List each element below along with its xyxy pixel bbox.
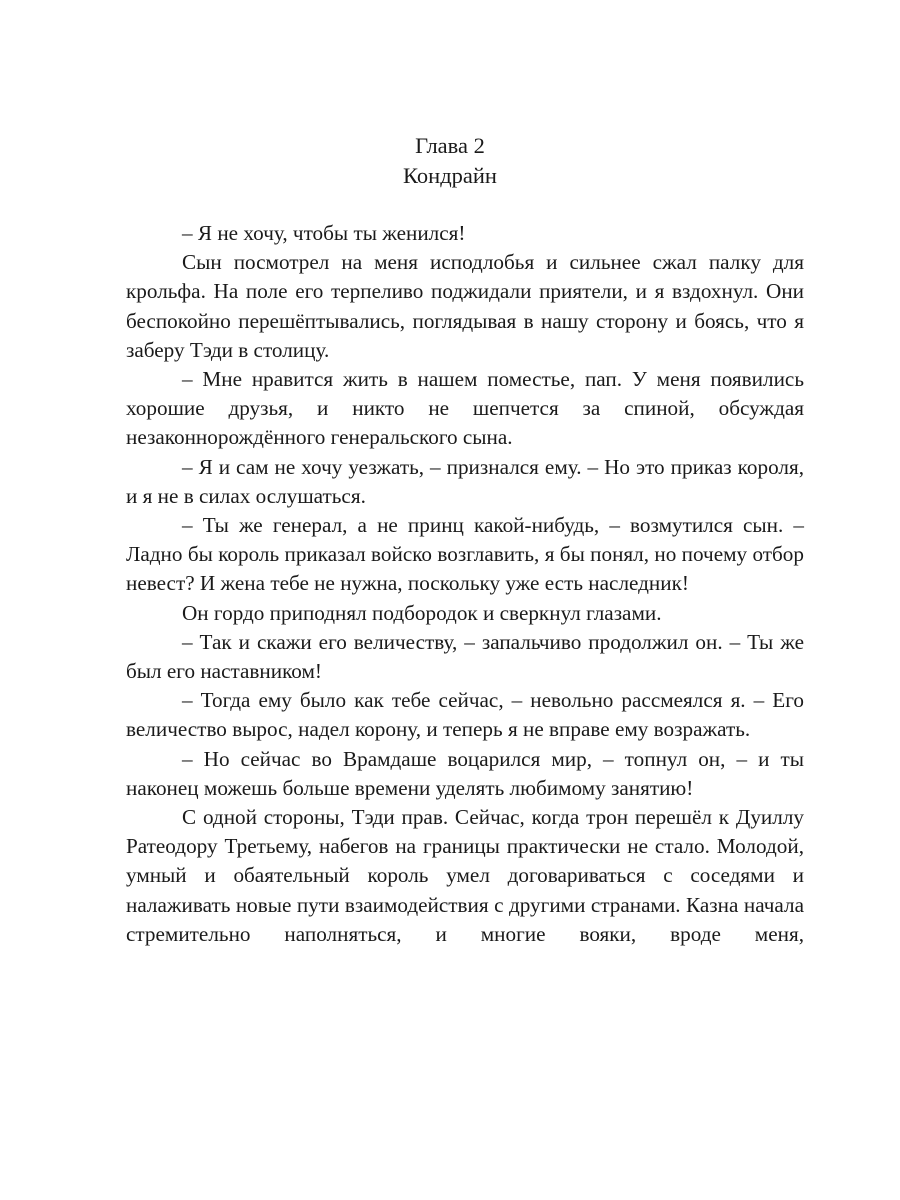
paragraph: Сын посмотрел на меня исподлобья и сильнее сжал палку для крольфа. На поле его терпеливо поджидали приятели, и я вздохнул. Они беспокойно перешёптывались, поглядывая в нашу сторону и боясь, что я заберу Тэди в столицу. — [126, 250, 804, 362]
body-text — [126, 219, 804, 949]
paragraph: – Ты же генерал, а не принц какой-нибудь, – возмутился сын. – Ладно бы король приказал войско возглавить, я бы понял, но почему отбор невест? И жена тебе не нужна, поскольку уже есть наследник! — [126, 513, 804, 596]
chapter-title: Кондрайн — [403, 163, 497, 188]
paragraph: – Так и скажи его величеству, – запальчиво продолжил он. – Ты же был его наставником! — [126, 629, 804, 684]
chapter-number: Глава 2 — [415, 133, 485, 158]
paragraph: – Я и сам не хочу уезжать, – признался ему. – Но это приказ короля, и я не в силах ослушаться. — [126, 454, 804, 508]
paragraph: С одной стороны, Тэди прав. Сейчас, когда трон перешёл к Дуиллу Ратеодору Третьему, набегов на границы практически не стало. Молодой, умный и обаятельный король умел договариваться с соседями и налаживать новые пути взаимодействия с другими странами. Казна начала стремительно наполняться, и многие вояки, вроде меня, — [126, 805, 804, 946]
paragraph: – Но сейчас во Врамдаше воцарился мир, – топнул он, – и ты наконец можешь больше времени уделять любимому занятию! — [126, 746, 804, 800]
paragraph: – Тогда ему было как тебе сейчас, – невольно рассмеялся я. – Его величество вырос, надел корону, и теперь я не вправе ему возражать. — [126, 688, 804, 742]
paragraph: – Мне нравится жить в нашем поместье, пап. У меня появились хорошие друзья, и никто не шепчется за спиной, обсуждая незаконнорождённого генеральского сына. — [126, 367, 804, 450]
paragraph: Он гордо приподнял подбородок и сверкнул глазами. — [182, 600, 662, 625]
paragraph: – Я не хочу, чтобы ты женился! — [182, 221, 466, 245]
